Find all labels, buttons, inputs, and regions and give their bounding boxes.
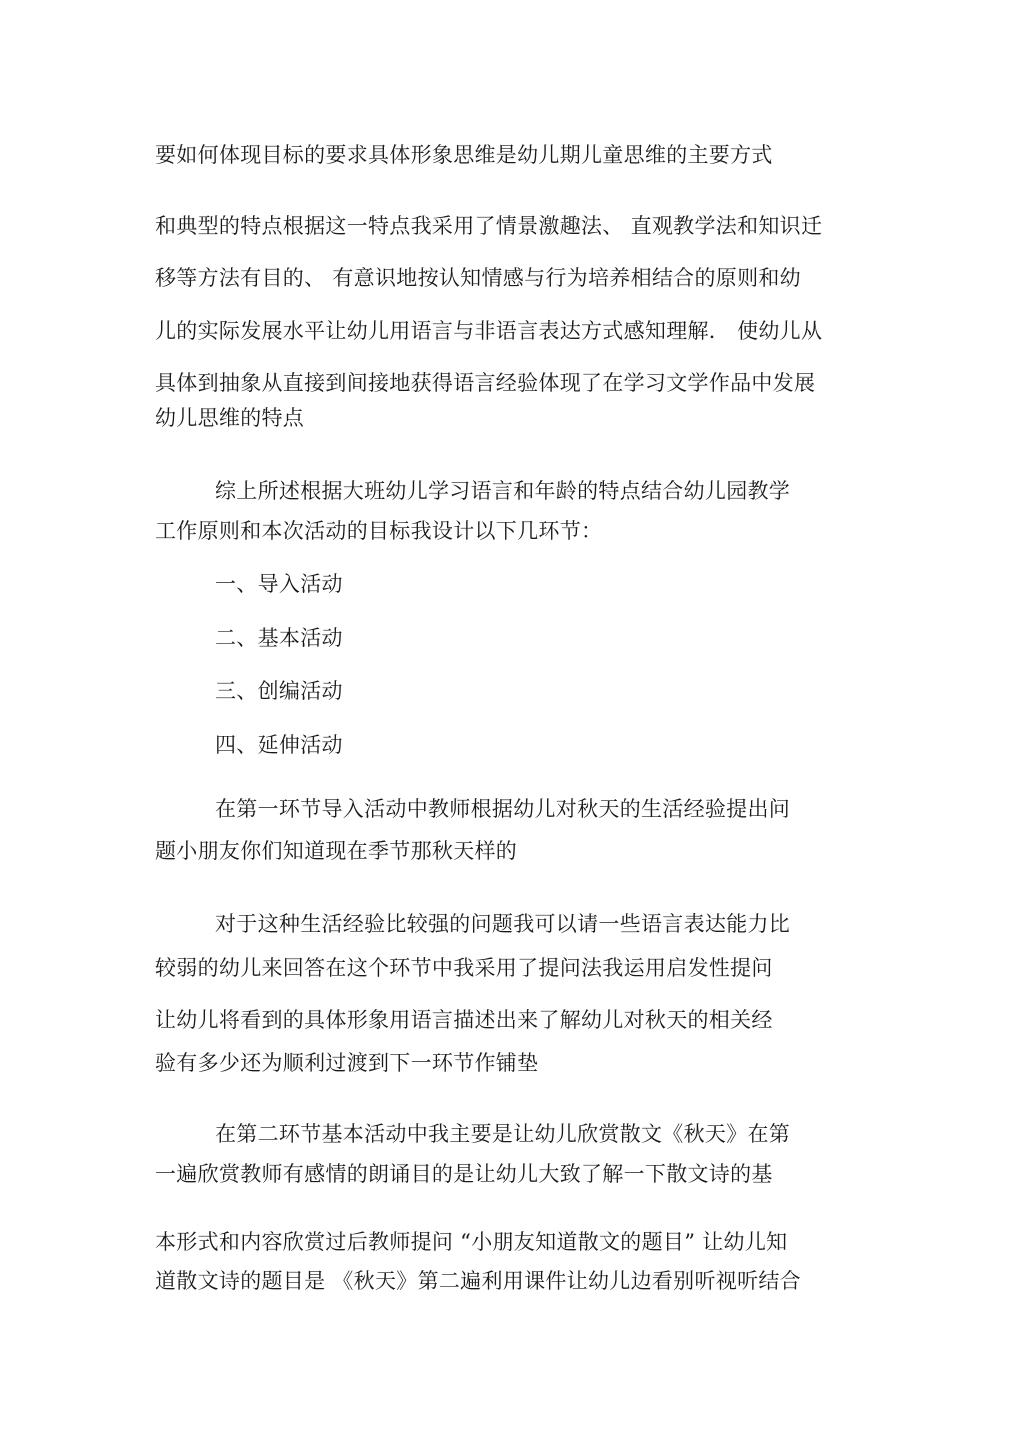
text-line: 道散文诗的题目是 《秋天》第二遍利用课件让幼儿边看别听视听结合 [155,1269,801,1293]
text-line: 具体到抽象从直接到间接地获得语言经验体现了在学习文学作品中发展 [155,371,816,395]
list-item: 四、延伸活动 [215,733,343,757]
text-line: 本形式和内容欣赏过后教师提问 “小朋友知道散文的题目” 让幼儿知 [155,1230,788,1254]
text-line: 让幼儿将看到的具体形象用语言描述出来了解幼儿对秋天的相关经 [155,1008,773,1032]
text-line: 一遍欣赏教师有感情的朗诵目的是让幼儿大致了解一下散文诗的基 [155,1162,773,1186]
text-line: 验有多少还为顺利过渡到下一环节作铺垫 [155,1051,539,1075]
text-line: 儿的实际发展水平让幼儿用语言与非语言表达方式感知理解． 使幼儿从 [155,319,823,343]
text-line: 要如何体现目标的要求具体形象思维是幼儿期儿童思维的主要方式 [155,143,773,167]
text-line: 在第一环节导入活动中教师根据幼儿对秋天的生活经验提出问 [215,797,791,821]
text-line: 综上所述根据大班幼儿学习语言和年龄的特点结合幼儿园教学 [215,479,791,503]
text-line: 幼儿思维的特点 [155,406,305,430]
text-line: 和典型的特点根据这一特点我采用了情景激趣法、 直观教学法和知识迁 [155,214,823,238]
text-line: 题小朋友你们知道现在季节那秋天样的 [155,839,518,863]
list-item: 三、创编活动 [215,679,343,703]
list-item: 二、基本活动 [215,626,343,650]
list-item: 一、导入活动 [215,572,343,596]
text-line: 对于这种生活经验比较强的问题我可以请一些语言表达能力比 [215,912,791,936]
text-line: 在第二环节基本活动中我主要是让幼儿欣赏散文《秋天》在第 [215,1122,791,1146]
text-line: 较弱的幼儿来回答在这个环节中我采用了提问法我运用启发性提问 [155,956,773,980]
text-line: 工作原则和本次活动的目标我设计以下几环节： [155,519,603,543]
text-line: 移等方法有目的、 有意识地按认知情感与行为培养相结合的原则和幼 [155,266,801,290]
